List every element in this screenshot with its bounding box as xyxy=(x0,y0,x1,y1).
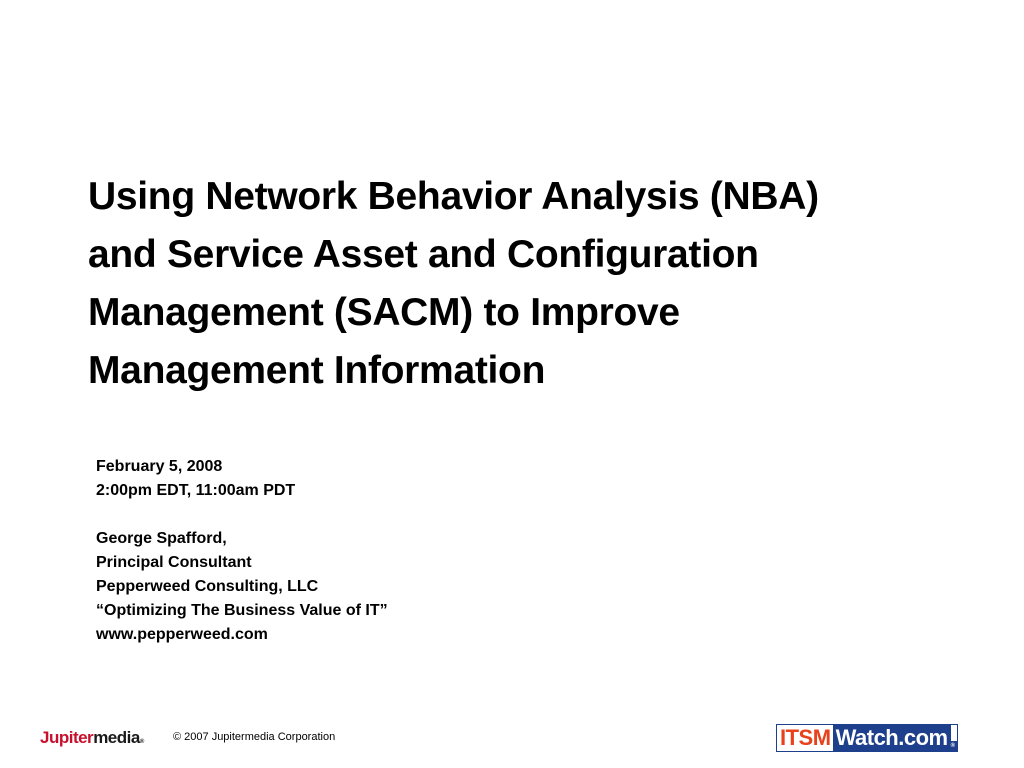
presentation-details xyxy=(96,455,388,647)
jupitermedia-logo xyxy=(40,728,144,748)
jupitermedia-logo-jupiter: Jupiter xyxy=(40,728,94,747)
title-line: Management (SACM) to Improve xyxy=(88,291,680,334)
presentation-time: 2:00pm EDT, 11:00am PDT xyxy=(96,482,296,499)
registered-mark: ® xyxy=(950,743,956,749)
presenter-role: Principal Consultant xyxy=(96,554,252,571)
title-line: Using Network Behavior Analysis (NBA) xyxy=(88,175,819,218)
slide-title xyxy=(88,168,988,400)
itsmwatch-logo-watch: Watch.com xyxy=(833,725,951,751)
spacer xyxy=(96,503,388,527)
company-tagline: “Optimizing The Business Value of IT” xyxy=(96,602,388,619)
presenter-name: George Spafford, xyxy=(96,530,227,547)
title-line: Management Information xyxy=(88,349,546,392)
itsmwatch-logo-itsm: ITSM xyxy=(777,725,833,751)
copyright-notice: © 2007 Jupitermedia Corporation xyxy=(173,731,336,743)
registered-mark: ® xyxy=(139,739,144,745)
presentation-date: February 5, 2008 xyxy=(96,458,223,475)
presenter-company: Pepperweed Consulting, LLC xyxy=(96,578,319,595)
jupitermedia-logo-media: media xyxy=(93,728,140,747)
company-website: www.pepperweed.com xyxy=(96,626,268,643)
itsmwatch-logo xyxy=(776,724,958,752)
title-line: and Service Asset and Configuration xyxy=(88,233,759,276)
